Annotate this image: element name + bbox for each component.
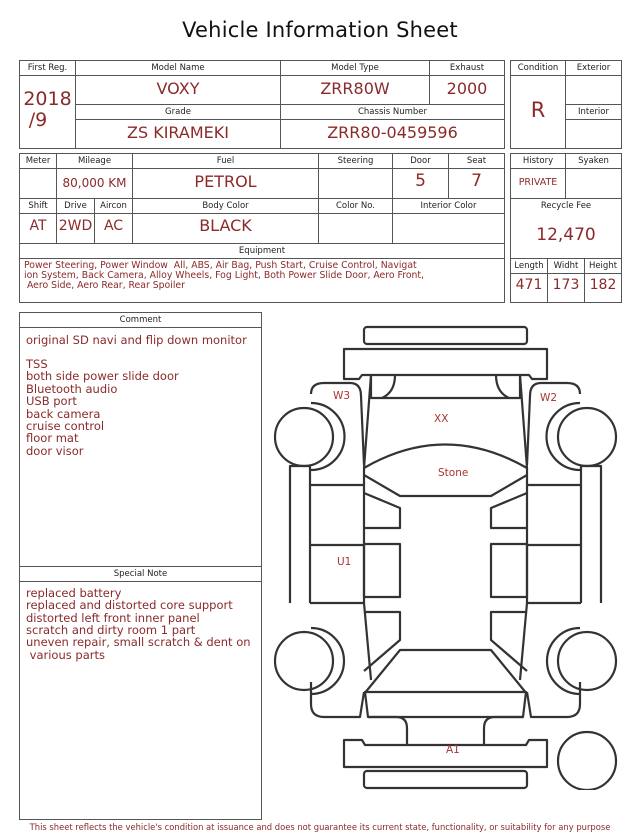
divider [20,213,504,214]
divider [20,258,504,259]
aircon-label: Aircon [100,201,127,211]
height-label: Height [588,261,618,271]
right-side-strip [581,466,601,603]
front-left-wheel-arch [311,403,345,470]
meter-label: Meter [25,156,51,166]
condition-grade: R [530,98,546,122]
rear-left-fender [311,682,364,717]
rear-right-fender [527,682,580,717]
divider [76,104,504,105]
taillight-left [368,717,407,745]
comment-line: both side power slide door [26,369,179,383]
divider [566,104,621,105]
chassis-number-value: ZRR80-0459596 [327,123,458,142]
windshield [364,445,527,469]
syaken-label: Syaken [578,156,609,166]
front-bumper [344,349,547,379]
recycle-fee-value: 12,470 [536,225,596,245]
spare-wheel [558,732,616,790]
model-type-value: ZRR80W [320,79,390,98]
steering-label: Steering [337,156,374,166]
equipment-label: Equipment [238,246,286,256]
seat-label: Seat [466,156,487,166]
first-reg-year: 2018 [23,88,72,110]
color-no-label: Color No. [335,201,375,211]
divider [76,119,504,120]
left-front-window [364,493,400,528]
comment-line: Bluetooth audio [26,382,118,396]
divider [392,154,393,243]
history-label: History [522,156,554,166]
left-middle-window [364,544,400,597]
comment-line: original SD navi and flip down monitor [26,333,247,347]
headlight-right [496,375,509,398]
mark-windshield: Stone [438,467,469,479]
rear-right-wheel-arch [547,628,580,694]
mark-left-side: U1 [337,556,352,568]
rear-bumper-outer [364,771,527,788]
equipment-line: Power Steering, Power Window All, ABS, Air Bag, Push Start, Cruise Control, Navigat [24,260,417,271]
model-name-label: Model Name [151,63,205,73]
mark-front-right-fender: W2 [540,392,558,404]
equipment-line: Aero Side, Aero Rear, Rear Spoiler [24,280,185,291]
equipment-line: ion System, Back Camera, Alloy Wheels, Fog Light, Both Power Slide Door, Aero Front, [24,270,425,281]
special-note-line: replaced battery [26,586,122,600]
width-value: 173 [552,277,580,293]
width-label: Widht [553,261,579,271]
body-color-label: Body Color [202,201,249,211]
divider [20,168,504,169]
exterior-label: Exterior [576,63,611,73]
door-label: Door [410,156,431,166]
comment-line: TSS [26,357,48,371]
rear-window [364,650,527,694]
comment-line: USB port [26,394,77,408]
exhaust-label: Exhaust [449,63,485,73]
height-value: 182 [589,277,617,293]
front-right-wheel-arch [547,403,581,470]
divider [20,327,261,328]
special-note-line: uneven repair, small scratch & dent on [26,635,251,649]
length-value: 471 [515,277,543,293]
special-note-line: distorted left front inner panel [26,611,200,625]
fuel-value: PETROL [194,172,257,191]
mileage-label: Mileage [77,156,112,166]
rear-right-wheel [558,632,616,690]
condition-label: Condition [517,63,559,73]
shift-label: Shift [28,201,48,211]
divider [318,154,319,243]
mileage-value: 80,000 KM [62,176,127,190]
history-value: PRIVATE [518,177,558,188]
divider [566,119,621,120]
mark-front-left-fender: W3 [333,390,351,402]
divider [511,258,621,259]
comment-line: door visor [26,444,84,458]
taillight-right [484,717,523,745]
chassis-number-label: Chassis Number [357,107,428,117]
shift-value: AT [29,218,47,234]
front-left-wheel [275,408,333,466]
left-side-strip [290,466,310,603]
grade-label: Grade [165,107,191,117]
model-name-value: VOXY [156,79,200,98]
length-label: Length [514,261,544,271]
rear-left-wheel-arch [311,628,344,694]
fuel-label: Fuel [216,156,235,166]
grade-value: ZS KIRAMEKI [127,123,229,142]
divider [20,243,504,244]
divider [20,581,261,582]
drive-value: 2WD [58,218,93,234]
comment-line: cruise control [26,419,105,433]
rear-hatch [365,692,526,717]
comment-label: Comment [119,315,162,325]
divider [511,273,621,274]
mark-rear-bumper: A1 [446,744,460,756]
door-value: 5 [415,171,426,191]
comment-line: back camera [26,407,101,421]
first-reg-label: First Reg. [27,63,68,73]
right-front-window [491,493,527,528]
mark-hood: XX [434,413,449,425]
interior-color-label: Interior Color [420,201,477,211]
front-bumper-outer [364,327,527,344]
divider [511,168,621,169]
special-note-line: various parts [26,648,105,662]
recycle-fee-label: Recycle Fee [540,201,592,211]
drive-label: Drive [64,201,87,211]
disclaimer-footer: This sheet reflects the vehicle's condition at issuance and does not guarantee its current state, functionality, or suitability for any purpose [29,822,611,832]
aircon-value: AC [103,218,124,234]
divider [511,75,621,76]
car-damage-diagram [270,320,630,790]
page-title: Vehicle Information Sheet [182,18,458,42]
headlight-left [382,375,395,398]
divider [20,75,504,76]
rear-left-wheel [275,632,333,690]
divider [20,198,504,199]
divider [511,198,621,199]
special-note-line: scratch and dirty room 1 part [26,623,196,637]
comment-line: floor mat [26,431,79,445]
model-type-label: Model Type [331,63,379,73]
seat-value: 7 [471,171,482,191]
body-color-value: BLACK [199,216,252,235]
first-reg-month: /9 [28,109,48,131]
special-note-label: Special Note [113,569,168,579]
right-middle-window [491,544,527,597]
exhaust-value: 2000 [446,79,488,98]
divider [20,566,261,567]
special-note-line: replaced and distorted core support [26,598,233,612]
interior-label: Interior [577,107,609,117]
front-right-wheel [558,408,616,466]
